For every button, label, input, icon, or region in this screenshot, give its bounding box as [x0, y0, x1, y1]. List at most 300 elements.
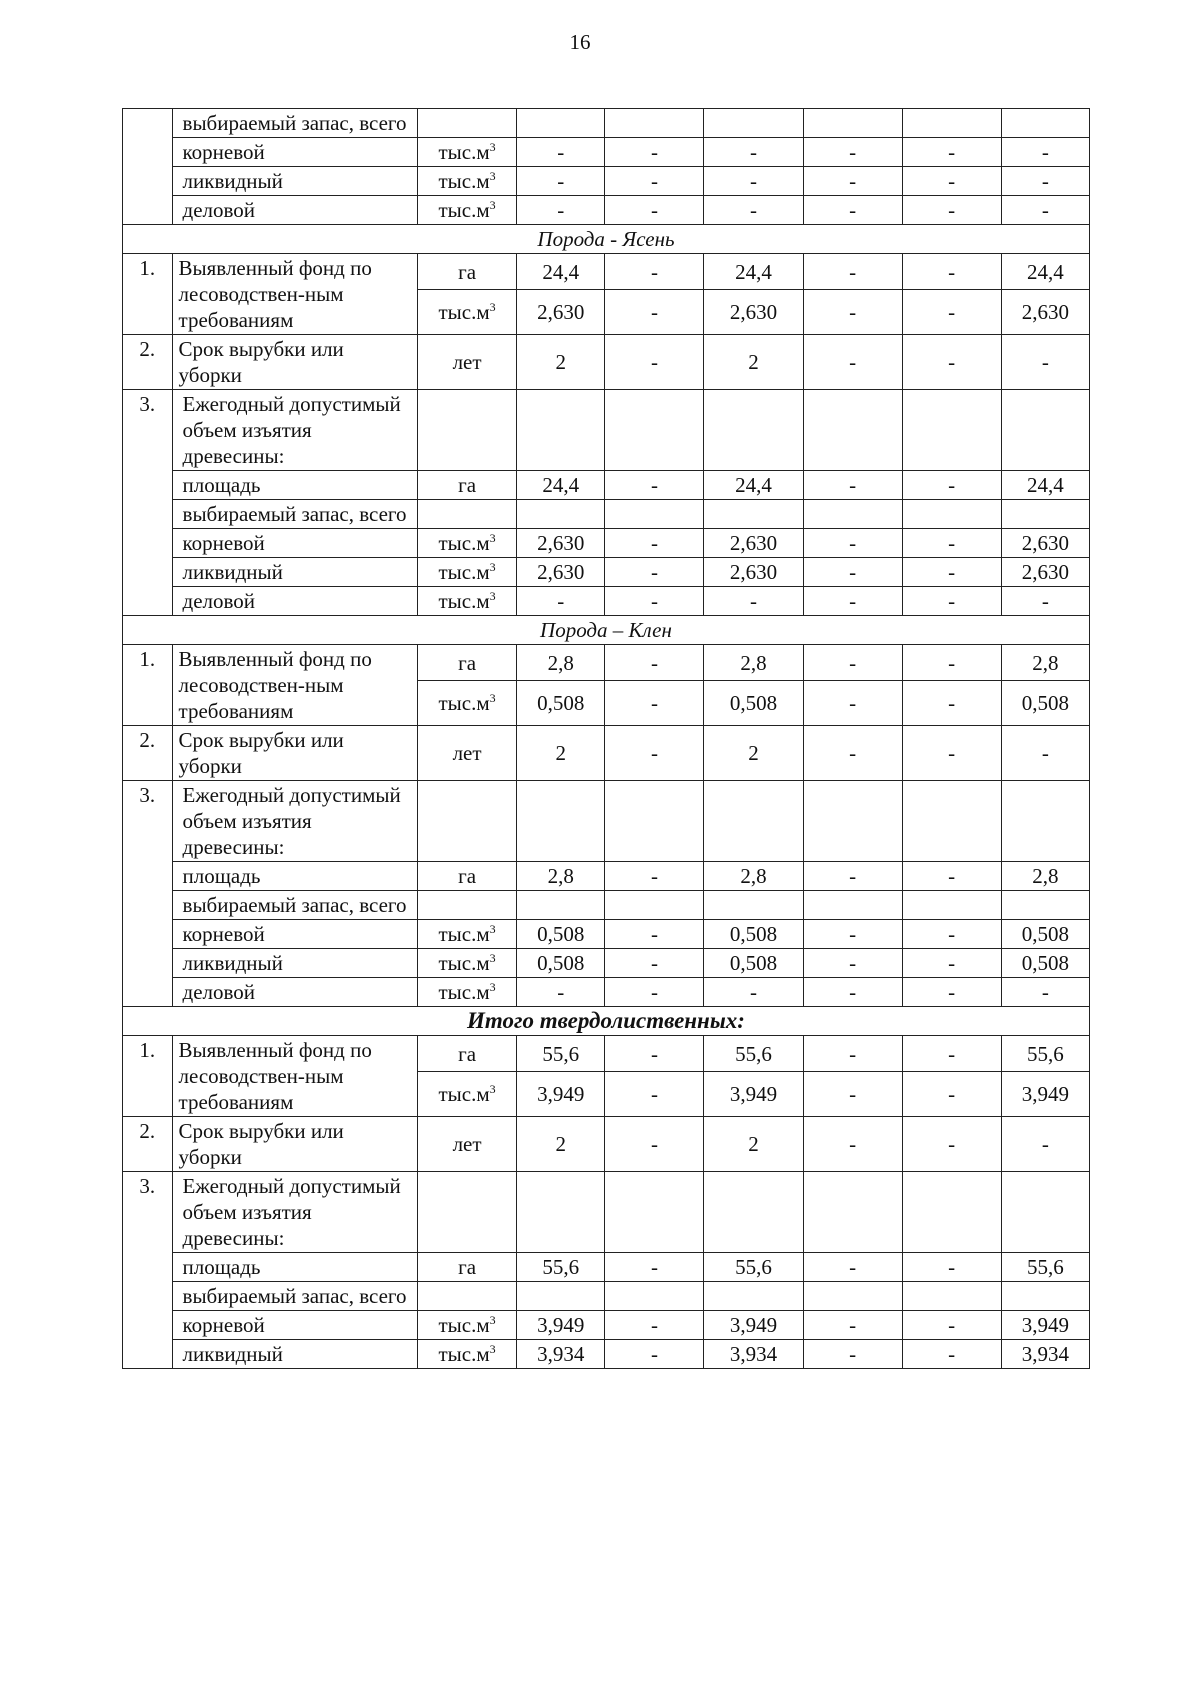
value-cell: -	[803, 529, 902, 558]
row-label: выбираемый запас, всего	[172, 891, 418, 920]
row-label: ликвидный	[172, 1340, 418, 1369]
value-cell: 2,630	[517, 558, 605, 587]
value-cell: -	[803, 645, 902, 681]
unit-superscript: 3	[489, 169, 496, 183]
value-cell: -	[902, 471, 1001, 500]
unit-cell	[418, 1072, 517, 1117]
unit-cell	[418, 781, 517, 862]
value-cell	[517, 1172, 605, 1253]
value-cell: -	[902, 1072, 1001, 1117]
value-cell: 2,630	[1001, 529, 1089, 558]
row-label: выбираемый запас, всего	[172, 500, 418, 529]
row-number: 3.	[123, 1172, 173, 1369]
value-cell: -	[803, 335, 902, 390]
unit-base: тыс.м	[438, 169, 490, 193]
value-cell	[803, 1282, 902, 1311]
row-number: 2.	[123, 726, 173, 781]
table-row	[123, 587, 1090, 616]
value-cell: 3,934	[517, 1340, 605, 1369]
value-cell: -	[517, 587, 605, 616]
section-row	[123, 225, 1090, 254]
unit-cell	[418, 558, 517, 587]
unit-cell	[418, 587, 517, 616]
row-number: 3.	[123, 781, 173, 1007]
value-cell: -	[1001, 1117, 1089, 1172]
unit-cell: га	[418, 471, 517, 500]
unit-base: тыс.м	[438, 198, 490, 222]
table-row	[123, 138, 1090, 167]
unit-cell	[418, 891, 517, 920]
row-label: корневой	[172, 920, 418, 949]
value-cell	[803, 109, 902, 138]
table-row	[123, 1253, 1090, 1282]
table-row	[123, 1311, 1090, 1340]
value-cell: -	[704, 196, 803, 225]
unit-base: тыс.м	[438, 980, 490, 1004]
value-cell: 0,508	[517, 920, 605, 949]
unit-cell	[418, 529, 517, 558]
value-cell: -	[803, 1253, 902, 1282]
value-cell: -	[605, 1117, 704, 1172]
table-row	[123, 529, 1090, 558]
unit-base: тыс.м	[438, 951, 490, 975]
value-cell: -	[803, 558, 902, 587]
value-cell: -	[605, 290, 704, 335]
row-label: Ежегодный допустимый объем изъятия древесины:	[172, 390, 418, 471]
table-row	[123, 891, 1090, 920]
unit-superscript: 3	[489, 560, 496, 574]
table-row	[123, 335, 1090, 390]
value-cell: -	[605, 587, 704, 616]
value-cell: 24,4	[704, 471, 803, 500]
row-number: 3.	[123, 390, 173, 616]
row-label: деловой	[172, 978, 418, 1007]
unit-cell: га	[418, 645, 517, 681]
row-label: Срок вырубки или уборки	[172, 1117, 418, 1172]
unit-cell	[418, 167, 517, 196]
row-label: площадь	[172, 471, 418, 500]
value-cell	[517, 109, 605, 138]
value-cell: -	[803, 949, 902, 978]
value-cell: 2	[517, 335, 605, 390]
unit-base: тыс.м	[438, 300, 490, 324]
value-cell: 55,6	[517, 1253, 605, 1282]
value-cell: 2,630	[704, 529, 803, 558]
unit-cell	[418, 949, 517, 978]
value-cell: 3,949	[704, 1311, 803, 1340]
unit-cell	[418, 1340, 517, 1369]
value-cell: -	[605, 1072, 704, 1117]
value-cell	[517, 891, 605, 920]
unit-cell	[418, 138, 517, 167]
unit-base: тыс.м	[438, 140, 490, 164]
value-cell: -	[803, 1072, 902, 1117]
unit-superscript: 3	[489, 922, 496, 936]
value-cell	[704, 891, 803, 920]
value-cell: -	[517, 196, 605, 225]
value-cell: 24,4	[517, 471, 605, 500]
row-label: выбираемый запас, всего	[172, 1282, 418, 1311]
value-cell: 0,508	[517, 681, 605, 726]
unit-superscript: 3	[489, 300, 496, 314]
section-title: Порода - Ясень	[123, 225, 1090, 254]
unit-cell	[418, 1172, 517, 1253]
unit-base: тыс.м	[438, 691, 490, 715]
value-cell: -	[1001, 978, 1089, 1007]
value-cell: -	[803, 1117, 902, 1172]
value-cell: 24,4	[1001, 471, 1089, 500]
value-cell: -	[803, 138, 902, 167]
unit-cell	[418, 1282, 517, 1311]
table-row	[123, 726, 1090, 781]
unit-superscript: 3	[489, 589, 496, 603]
table-row	[123, 196, 1090, 225]
value-cell: 55,6	[1001, 1036, 1089, 1072]
value-cell: -	[902, 587, 1001, 616]
unit-cell	[418, 920, 517, 949]
section-title: Порода – Клен	[123, 616, 1090, 645]
table-row	[123, 1340, 1090, 1369]
value-cell	[517, 390, 605, 471]
value-cell: 24,4	[704, 254, 803, 290]
value-cell: 55,6	[704, 1036, 803, 1072]
value-cell: -	[902, 1253, 1001, 1282]
table-row	[123, 920, 1090, 949]
row-label: корневой	[172, 138, 418, 167]
value-cell	[605, 500, 704, 529]
table-row	[123, 471, 1090, 500]
table-row	[123, 1172, 1090, 1253]
value-cell	[803, 891, 902, 920]
unit-base: тыс.м	[438, 589, 490, 613]
unit-cell: га	[418, 1036, 517, 1072]
value-cell: 3,949	[1001, 1311, 1089, 1340]
value-cell	[803, 500, 902, 529]
value-cell	[1001, 891, 1089, 920]
value-cell	[517, 1282, 605, 1311]
table-row	[123, 781, 1090, 862]
value-cell: -	[902, 978, 1001, 1007]
value-cell: -	[605, 196, 704, 225]
value-cell: -	[902, 1036, 1001, 1072]
row-label: Выявленный фонд по лесоводствен-ным требованиям	[172, 254, 418, 335]
unit-superscript: 3	[489, 691, 496, 705]
value-cell: -	[803, 471, 902, 500]
row-label: выбираемый запас, всего	[172, 109, 418, 138]
unit-base: тыс.м	[438, 1082, 490, 1106]
row-label: деловой	[172, 196, 418, 225]
value-cell: -	[605, 726, 704, 781]
value-cell: 2,630	[1001, 290, 1089, 335]
value-cell: 2,630	[704, 290, 803, 335]
value-cell	[605, 109, 704, 138]
unit-superscript: 3	[489, 1342, 496, 1356]
value-cell	[605, 781, 704, 862]
value-cell: -	[902, 138, 1001, 167]
value-cell: -	[605, 1036, 704, 1072]
value-cell: 0,508	[704, 949, 803, 978]
value-cell: -	[902, 558, 1001, 587]
value-cell: -	[605, 978, 704, 1007]
unit-superscript: 3	[489, 1313, 496, 1327]
value-cell: -	[803, 587, 902, 616]
value-cell: -	[517, 978, 605, 1007]
unit-base: тыс.м	[438, 922, 490, 946]
value-cell: -	[1001, 335, 1089, 390]
table-row	[123, 949, 1090, 978]
row-label: Срок вырубки или уборки	[172, 335, 418, 390]
page-number: 16	[569, 30, 591, 54]
row-label: деловой	[172, 587, 418, 616]
value-cell: -	[803, 167, 902, 196]
unit-cell: га	[418, 254, 517, 290]
value-cell: -	[902, 254, 1001, 290]
unit-cell	[418, 1311, 517, 1340]
value-cell: 2,630	[517, 290, 605, 335]
table-row	[123, 390, 1090, 471]
table-row	[123, 109, 1090, 138]
value-cell: -	[605, 335, 704, 390]
unit-cell	[418, 500, 517, 529]
value-cell	[1001, 390, 1089, 471]
unit-base: тыс.м	[438, 1342, 490, 1366]
unit-superscript: 3	[489, 531, 496, 545]
unit-cell: га	[418, 1253, 517, 1282]
value-cell: 2	[704, 1117, 803, 1172]
value-cell: -	[902, 726, 1001, 781]
row-number: 1.	[123, 645, 173, 726]
section-title: Итого твердолиственных:	[123, 1007, 1090, 1036]
value-cell: 2,630	[704, 558, 803, 587]
row-label: Выявленный фонд по лесоводствен-ным требованиям	[172, 645, 418, 726]
row-label: Ежегодный допустимый объем изъятия древесины:	[172, 781, 418, 862]
value-cell: 2,8	[517, 645, 605, 681]
row-number: 1.	[123, 254, 173, 335]
value-cell	[803, 390, 902, 471]
unit-cell	[418, 978, 517, 1007]
value-cell: 55,6	[1001, 1253, 1089, 1282]
value-cell	[1001, 1282, 1089, 1311]
value-cell	[704, 1282, 803, 1311]
value-cell	[902, 1282, 1001, 1311]
value-cell: 3,949	[704, 1072, 803, 1117]
value-cell: 0,508	[1001, 920, 1089, 949]
value-cell	[605, 1282, 704, 1311]
value-cell: -	[704, 978, 803, 1007]
value-cell: -	[1001, 587, 1089, 616]
value-cell: -	[803, 196, 902, 225]
row-label: ликвидный	[172, 558, 418, 587]
value-cell: -	[902, 335, 1001, 390]
value-cell: 2	[517, 726, 605, 781]
value-cell	[803, 781, 902, 862]
row-label: корневой	[172, 1311, 418, 1340]
unit-cell: га	[418, 862, 517, 891]
table-row	[123, 558, 1090, 587]
value-cell: -	[902, 681, 1001, 726]
unit-cell	[418, 290, 517, 335]
section-row	[123, 1007, 1090, 1036]
value-cell	[517, 500, 605, 529]
value-cell: 2	[704, 726, 803, 781]
value-cell	[902, 891, 1001, 920]
unit-cell	[418, 390, 517, 471]
unit-base: тыс.м	[438, 560, 490, 584]
table-row	[123, 1282, 1090, 1311]
value-cell: 0,508	[704, 920, 803, 949]
value-cell: -	[704, 587, 803, 616]
value-cell: 3,934	[1001, 1340, 1089, 1369]
value-cell: 2	[517, 1117, 605, 1172]
unit-base: тыс.м	[438, 531, 490, 555]
table-row	[123, 862, 1090, 891]
forest-data-table	[122, 108, 1090, 1369]
row-label: ликвидный	[172, 167, 418, 196]
value-cell	[605, 390, 704, 471]
row-label: ликвидный	[172, 949, 418, 978]
value-cell: 2,8	[704, 862, 803, 891]
value-cell	[902, 781, 1001, 862]
value-cell: 2,8	[517, 862, 605, 891]
value-cell: -	[704, 167, 803, 196]
value-cell: -	[803, 1311, 902, 1340]
row-label: площадь	[172, 862, 418, 891]
value-cell: 3,949	[1001, 1072, 1089, 1117]
value-cell: -	[605, 254, 704, 290]
value-cell: -	[902, 645, 1001, 681]
value-cell: -	[605, 167, 704, 196]
value-cell	[1001, 781, 1089, 862]
value-cell	[605, 891, 704, 920]
row-label: корневой	[172, 529, 418, 558]
value-cell	[704, 1172, 803, 1253]
value-cell: -	[704, 138, 803, 167]
table-row	[123, 1117, 1090, 1172]
value-cell: -	[605, 920, 704, 949]
value-cell: -	[902, 862, 1001, 891]
value-cell	[1001, 500, 1089, 529]
value-cell	[704, 500, 803, 529]
value-cell: -	[605, 645, 704, 681]
value-cell: -	[803, 254, 902, 290]
unit-cell	[418, 196, 517, 225]
unit-superscript: 3	[489, 980, 496, 994]
value-cell: -	[605, 862, 704, 891]
value-cell: -	[803, 978, 902, 1007]
value-cell: -	[803, 862, 902, 891]
value-cell: 24,4	[517, 254, 605, 290]
value-cell: 55,6	[704, 1253, 803, 1282]
unit-superscript: 3	[489, 140, 496, 154]
value-cell: -	[803, 1340, 902, 1369]
table-row	[123, 645, 1090, 681]
table-row	[123, 1036, 1090, 1072]
value-cell: -	[902, 1311, 1001, 1340]
unit-superscript: 3	[489, 951, 496, 965]
value-cell	[902, 109, 1001, 138]
value-cell: -	[605, 1253, 704, 1282]
value-cell: -	[803, 1036, 902, 1072]
value-cell	[704, 109, 803, 138]
value-cell: -	[1001, 138, 1089, 167]
value-cell: -	[605, 949, 704, 978]
value-cell: 3,949	[517, 1311, 605, 1340]
value-cell	[902, 500, 1001, 529]
value-cell: -	[517, 138, 605, 167]
value-cell: -	[902, 529, 1001, 558]
unit-superscript: 3	[489, 198, 496, 212]
value-cell: 2,8	[704, 645, 803, 681]
row-number: 2.	[123, 335, 173, 390]
value-cell: -	[902, 920, 1001, 949]
value-cell: -	[803, 920, 902, 949]
value-cell: -	[902, 1340, 1001, 1369]
unit-cell: лет	[418, 726, 517, 781]
value-cell	[902, 390, 1001, 471]
value-cell	[704, 390, 803, 471]
section-row	[123, 616, 1090, 645]
value-cell: -	[605, 471, 704, 500]
value-cell: 0,508	[517, 949, 605, 978]
value-cell: -	[605, 1311, 704, 1340]
value-cell: 24,4	[1001, 254, 1089, 290]
value-cell: 2,630	[1001, 558, 1089, 587]
row-label: площадь	[172, 1253, 418, 1282]
value-cell: 0,508	[1001, 949, 1089, 978]
value-cell: 2,630	[517, 529, 605, 558]
value-cell: -	[1001, 167, 1089, 196]
value-cell: 2	[704, 335, 803, 390]
value-cell	[902, 1172, 1001, 1253]
value-cell: 3,934	[704, 1340, 803, 1369]
value-cell: -	[803, 681, 902, 726]
row-label: Срок вырубки или уборки	[172, 726, 418, 781]
value-cell	[1001, 1172, 1089, 1253]
value-cell: -	[1001, 196, 1089, 225]
value-cell: -	[902, 1117, 1001, 1172]
value-cell: 0,508	[704, 681, 803, 726]
row-label: Выявленный фонд по лесоводствен-ным требованиям	[172, 1036, 418, 1117]
value-cell: 3,949	[517, 1072, 605, 1117]
value-cell: 2,8	[1001, 645, 1089, 681]
value-cell: -	[803, 726, 902, 781]
table-row	[123, 978, 1090, 1007]
value-cell	[1001, 109, 1089, 138]
value-cell	[605, 1172, 704, 1253]
value-cell: -	[803, 290, 902, 335]
value-cell: -	[517, 167, 605, 196]
value-cell: 2,8	[1001, 862, 1089, 891]
table-row	[123, 167, 1090, 196]
value-cell	[517, 781, 605, 862]
row-number	[123, 109, 173, 225]
unit-cell	[418, 681, 517, 726]
table-row	[123, 254, 1090, 290]
value-cell: -	[1001, 726, 1089, 781]
row-number: 1.	[123, 1036, 173, 1117]
value-cell: -	[605, 138, 704, 167]
value-cell: -	[605, 558, 704, 587]
unit-base: тыс.м	[438, 1313, 490, 1337]
row-number: 2.	[123, 1117, 173, 1172]
value-cell: -	[902, 196, 1001, 225]
value-cell	[803, 1172, 902, 1253]
value-cell: -	[605, 529, 704, 558]
unit-cell: лет	[418, 335, 517, 390]
value-cell: -	[902, 949, 1001, 978]
table-row	[123, 500, 1090, 529]
row-label: Ежегодный допустимый объем изъятия древесины:	[172, 1172, 418, 1253]
